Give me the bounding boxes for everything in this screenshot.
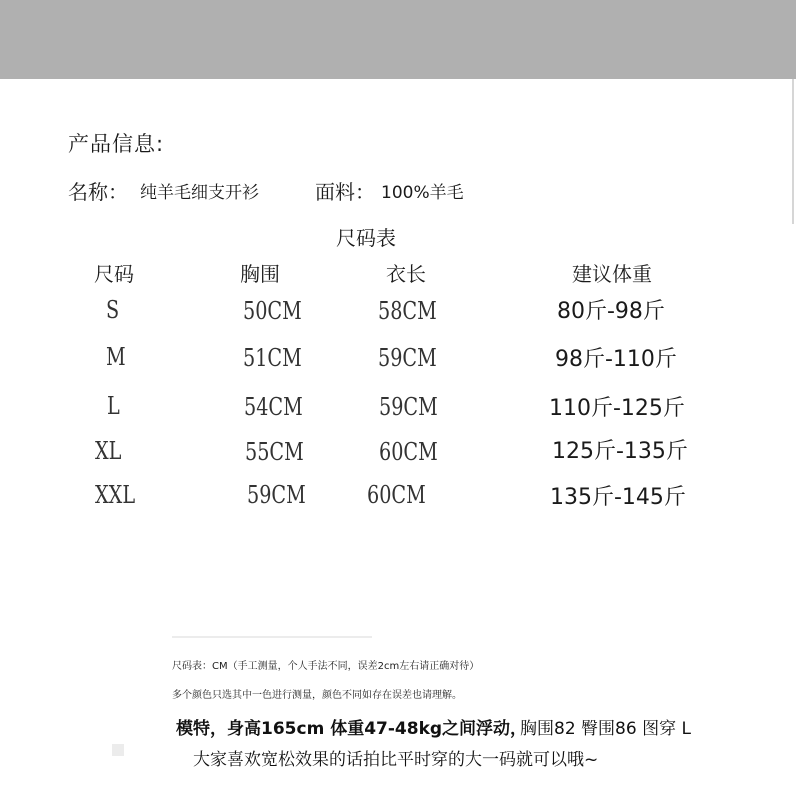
cell-length: 60CM: [367, 481, 426, 509]
scan-artifact: [172, 636, 372, 638]
cell-chest: 55CM: [245, 438, 304, 466]
color-note: 多个颜色只选其中一色进行测量，颜色不同如存在误差也请理解。: [172, 690, 462, 701]
cell-weight: 125斤-135斤: [552, 439, 688, 464]
name-value: 纯羊毛细支开衫: [140, 183, 259, 203]
fabric-value: 100%羊毛: [381, 183, 464, 203]
cell-chest: 50CM: [243, 297, 302, 325]
cell-size: S: [106, 296, 120, 324]
cell-size: L: [107, 392, 120, 420]
scan-artifact: [112, 744, 124, 756]
cell-length: 60CM: [379, 438, 438, 466]
edge-divider: [792, 79, 794, 224]
model-measurements: 胸围82 臀围86 图穿 L: [520, 719, 691, 739]
cell-weight: 110斤-125斤: [549, 396, 685, 421]
fit-tip: 大家喜欢宽松效果的话拍比平时穿的大一码就可以哦~: [193, 750, 599, 770]
header-chest: 胸围: [240, 262, 280, 286]
cell-weight: 80斤-98斤: [557, 299, 665, 324]
cell-chest: 59CM: [247, 481, 306, 509]
name-label: 名称：: [68, 180, 128, 204]
cell-length: 58CM: [378, 297, 437, 325]
cell-size: M: [106, 343, 126, 371]
section-title: 产品信息:: [68, 132, 165, 156]
cell-weight: 135斤-145斤: [550, 485, 686, 510]
cell-chest: 51CM: [243, 344, 302, 372]
cell-size: XXL: [95, 481, 136, 509]
cell-length: 59CM: [379, 393, 438, 421]
cell-length: 59CM: [378, 344, 437, 372]
size-table-title: 尺码表: [336, 226, 396, 250]
header-size: 尺码: [94, 262, 134, 286]
top-gray-band: [0, 0, 796, 79]
header-length: 衣长: [386, 262, 426, 286]
fabric-label: 面料：: [315, 180, 375, 204]
cell-chest: 54CM: [244, 393, 303, 421]
header-weight: 建议体重: [572, 262, 652, 286]
cell-size: XL: [95, 437, 122, 465]
measurement-note: 尺码表：CM（手工测量，个人手法不同，误差2cm左右请正确对待）: [172, 661, 480, 672]
cell-weight: 98斤-110斤: [555, 347, 677, 372]
model-stats: 模特，身高165cm 体重47-48kg之间浮动，: [176, 719, 528, 739]
